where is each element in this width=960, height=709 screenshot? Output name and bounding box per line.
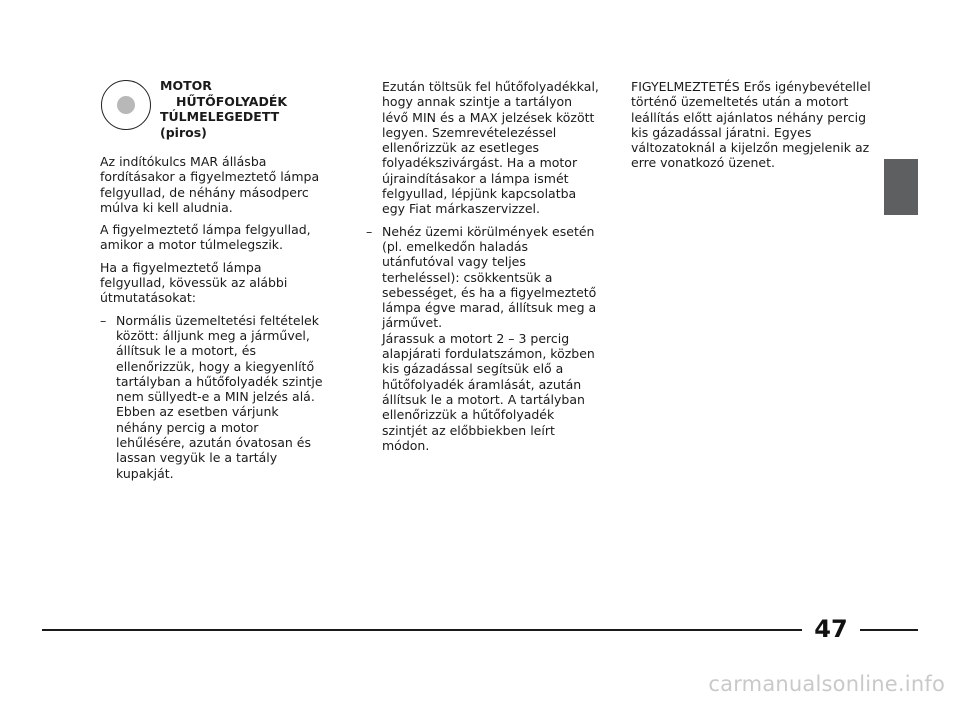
- right-column: [631, 79, 871, 178]
- list-item-text: Nehéz üzemi körülmények esetén (pl. emelkedőn haladás utánfutóval vagy teljes terheléssel): csökkentsük a sebességet, és ha a figyelmeztető lámpa égve marad, állítsuk meg a járművet.: [382, 223, 597, 331]
- list-item-normal-conditions: [100, 313, 326, 481]
- list-item-heavy-conditions: [366, 224, 602, 453]
- list-dash: –: [366, 223, 373, 239]
- warning-lamp-dot: [117, 96, 135, 114]
- paragraph-refill-continuation: Ezután töltsük fel hűtőfolyadékkal, hogy annak szintje a tartályon lévő MIN és a MAX jelzések között legyen. Szemrevételezéssel ellenőrizzük az esetleges folyadékszivárgást. Ha a motor újraindításakor a lámpa ismét felgyullad, lépjünk kapcsolatba egy Fiat márkaszervizzel.: [382, 79, 599, 217]
- heading-line-4: (piros): [160, 124, 207, 140]
- page-number: 47: [814, 615, 848, 643]
- warning-note: FIGYELMEZTETÉS Erős igénybevétellel történő üzemeltetés után a motort leállítás előtt ajánlatos néhány percig kis gázadással járatni. Egyes változatoknál a kijelzőn megjelenik az erre vonatkozó üzenet.: [631, 79, 871, 171]
- list-item-text: Normális üzemeltetési feltételek között: álljunk meg a járművel, állítsuk le a motort, és ellenőrizzük, hogy a kiegyenlítő tartályban a hűtőfolyadék szintje nem süllyedt-e a MIN jelzés alá. Ebben az esetben várjunk néhány percig a motor lehűlésére, azután óvatosan és lassan vegyük le a tartály kupakját.: [116, 312, 323, 481]
- footer-rule-right: [860, 629, 918, 631]
- paragraph-instructions-intro: Ha a figyelmeztető lámpa felgyullad, kövessük az alábbi útmutatásokat:: [100, 259, 288, 306]
- paragraph-overheat: A figyelmeztető lámpa felgyullad, amikor a motor túlmelegszik.: [100, 222, 311, 253]
- watermark: carmanualsonline.info: [708, 672, 945, 696]
- list-dash: –: [100, 312, 107, 328]
- section-heading: [160, 78, 330, 140]
- list-item-text-continued: Járassuk a motort 2 – 3 percig alapjárati fordulatszámon, közben kis gázadással segítsük elő a hűtőfolyadék áramlását, azután állítsuk le a motort. A tartályban ellenőrizzük a hűtőfolyadék szintjét az előbbiekben leírt módon.: [382, 330, 595, 453]
- heading-line-1: MOTOR: [160, 78, 212, 93]
- chapter-tab-marker: [884, 159, 918, 215]
- heading-line-3: TÚLMELEGEDETT: [160, 109, 280, 124]
- footer-rule-left: [42, 629, 802, 631]
- middle-column: [366, 79, 602, 460]
- engine-coolant-temperature-warning-icon: [101, 80, 151, 130]
- paragraph-key-position: Az indítókulcs MAR állásba fordításakor a figyelmeztető lámpa felgyullad, de néhány másodperc múlva ki kell aludnia.: [100, 154, 320, 215]
- heading-line-2: HŰTŐFOLYADÉK: [176, 93, 288, 109]
- left-column: [100, 154, 326, 488]
